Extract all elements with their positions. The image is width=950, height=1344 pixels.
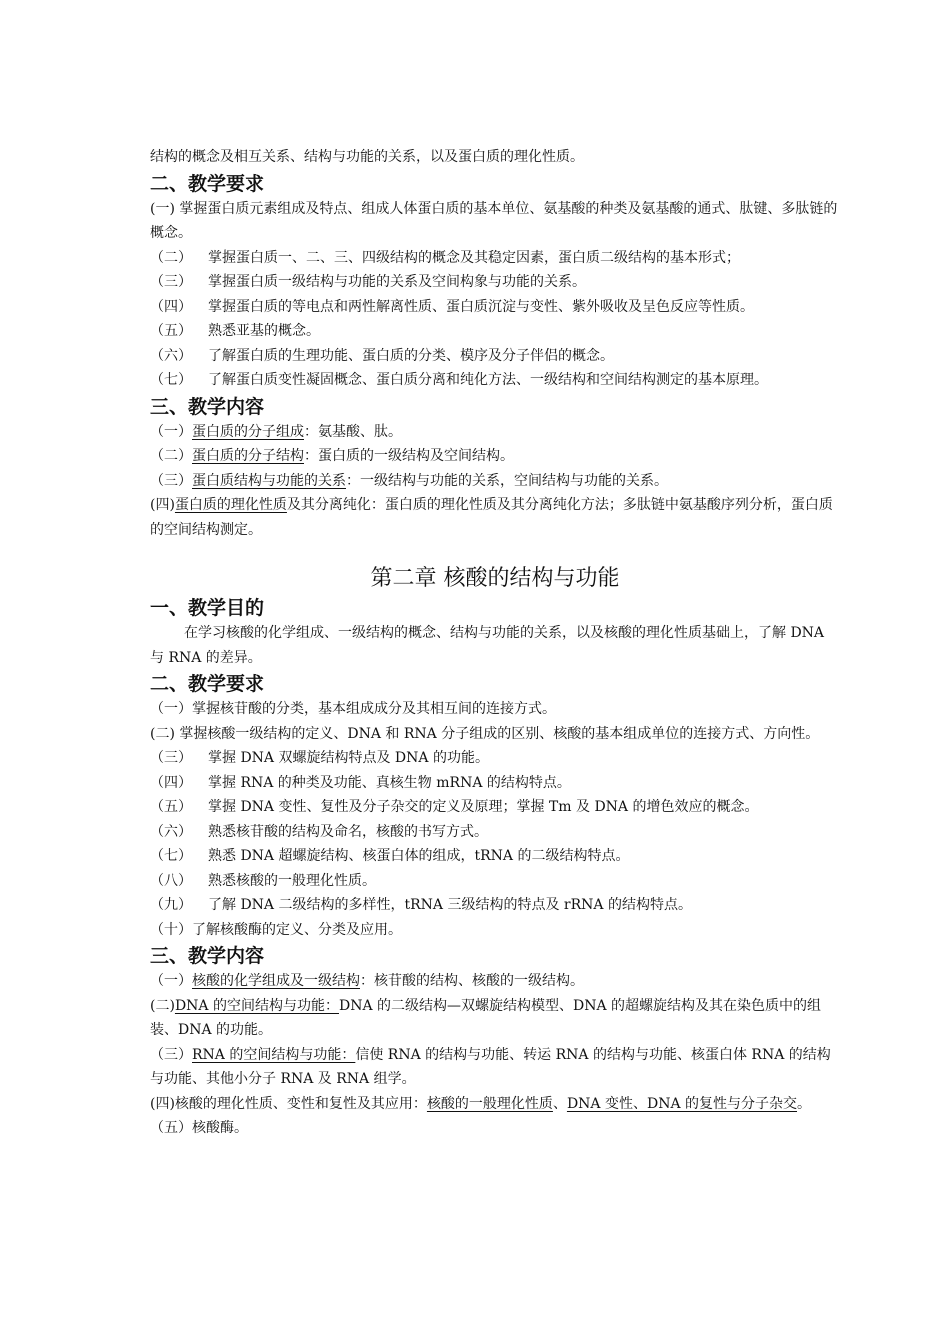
ch1-requirements-heading: 二、教学要求 [150, 172, 265, 195]
ch2-req-2: (二) 掌握核酸一级结构的定义、DNA 和 RNA 分子组成的区别、核酸的基本组成单位的连接方式、方向性。 [150, 725, 820, 742]
ch1-req-7: （七） 了解蛋白质变性凝固概念、蛋白质分离和纯化方法、一级结构和空间结构测定的基本原理。 [150, 372, 768, 388]
ch2-content-5: （五）核酸酶。 [150, 1120, 248, 1136]
intro-tail: 结构的概念及相互关系、结构与功能的关系，以及蛋白质的理化性质。 [150, 149, 584, 165]
ch1-req-1: (一) 掌握蛋白质元素组成及特点、组成人体蛋白质的基本单位、氨基酸的种类及氨基酸的通式、肽键、多肽链的概念。 [150, 200, 838, 241]
ch2-content-2: (二)DNA 的空间结构与功能：DNA 的二级结构—双螺旋结构模型、DNA 的超螺旋结构及其在染色质中的组装、DNA 的功能。 [150, 997, 822, 1038]
ch2-requirements-heading: 二、教学要求 [150, 673, 265, 695]
ch1-content-2: （二）蛋白质的分子结构：蛋白质的一级结构及空间结构。 [150, 448, 514, 464]
ch2-req-9: （九） 了解 DNA 二级结构的多样性，tRNA 三级结构的特点及 rRNA 的结构特点。 [150, 897, 692, 913]
ch2-content-4: (四)核酸的理化性质、变性和复性及其应用：核酸的一般理化性质、DNA 变性、DNA 的复性与分子杂交。 [150, 1095, 812, 1112]
ch2-req-5: （五） 掌握 DNA 变性、复性及分子杂交的定义及原理；掌握 Tm 及 DNA 的增色效应的概念。 [150, 799, 759, 815]
ch1-req-3: （三） 掌握蛋白质一级结构与功能的关系及空间构象与功能的关系。 [150, 274, 586, 290]
document-page [150, 145, 840, 1141]
ch1-req-5: （五） 熟悉亚基的概念。 [150, 323, 320, 339]
ch1-content-1: （一）蛋白质的分子组成：氨基酸、肽。 [150, 423, 402, 440]
ch1-req-4: （四） 掌握蛋白质的等电点和两性解离性质、蛋白质沉淀与变性、紫外吸收及呈色反应等性质。 [150, 298, 754, 315]
ch2-req-1: （一）掌握核苷酸的分类，基本组成成分及其相互间的连接方式。 [150, 701, 556, 717]
ch2-req-7: （七） 熟悉 DNA 超螺旋结构、核蛋白体的组成，tRNA 的二级结构特点。 [150, 848, 630, 864]
ch2-req-4: （四） 掌握 RNA 的种类及功能、真核生物 mRNA 的结构特点。 [150, 774, 571, 791]
ch2-content-3: （三）RNA 的空间结构与功能：信使 RNA 的结构与功能、转运 RNA 的结构与功能、核蛋白体 RNA 的结构与功能、其他小分子 RNA 及 RNA 组学。 [150, 1046, 831, 1087]
ch2-content-heading: 三、教学内容 [150, 945, 265, 967]
ch1-content-4: (四)蛋白质的理化性质及其分离纯化：蛋白质的理化性质及其分离纯化方法；多肽链中氨基酸序列分析，蛋白质的空间结构测定。 [150, 497, 833, 538]
chapter-2-title: 第二章 核酸的结构与功能 [370, 566, 620, 591]
ch2-req-3: （三） 掌握 DNA 双螺旋结构特点及 DNA 的功能。 [150, 750, 489, 766]
ch2-goal-text: 在学习核酸的化学组成、一级结构的概念、结构与功能的关系，以及核酸的理化性质基础上，了解 DNA 与 RNA 的差异。 [150, 625, 825, 666]
ch2-req-10: （十）了解核酸酶的定义、分类及应用。 [150, 921, 402, 938]
ch1-content-heading: 三、教学内容 [150, 395, 265, 418]
ch2-content-1: （一）核酸的化学组成及一级结构：核苷酸的结构、核酸的一级结构。 [150, 973, 584, 989]
ch1-req-2: （二） 掌握蛋白质一、二、三、四级结构的概念及其稳定因素，蛋白质二级结构的基本形式； [150, 249, 740, 266]
ch1-content-3: （三）蛋白质结构与功能的关系：一级结构与功能的关系，空间结构与功能的关系。 [150, 472, 668, 489]
ch2-req-6: （六） 熟悉核苷酸的结构及命名，核酸的书写方式。 [150, 823, 488, 840]
ch2-req-8: （八） 熟悉核酸的一般理化性质。 [150, 872, 376, 889]
ch1-req-6: （六） 了解蛋白质的生理功能、蛋白质的分类、模序及分子伴侣的概念。 [150, 347, 614, 364]
ch2-goal-heading: 一、教学目的 [150, 597, 265, 619]
